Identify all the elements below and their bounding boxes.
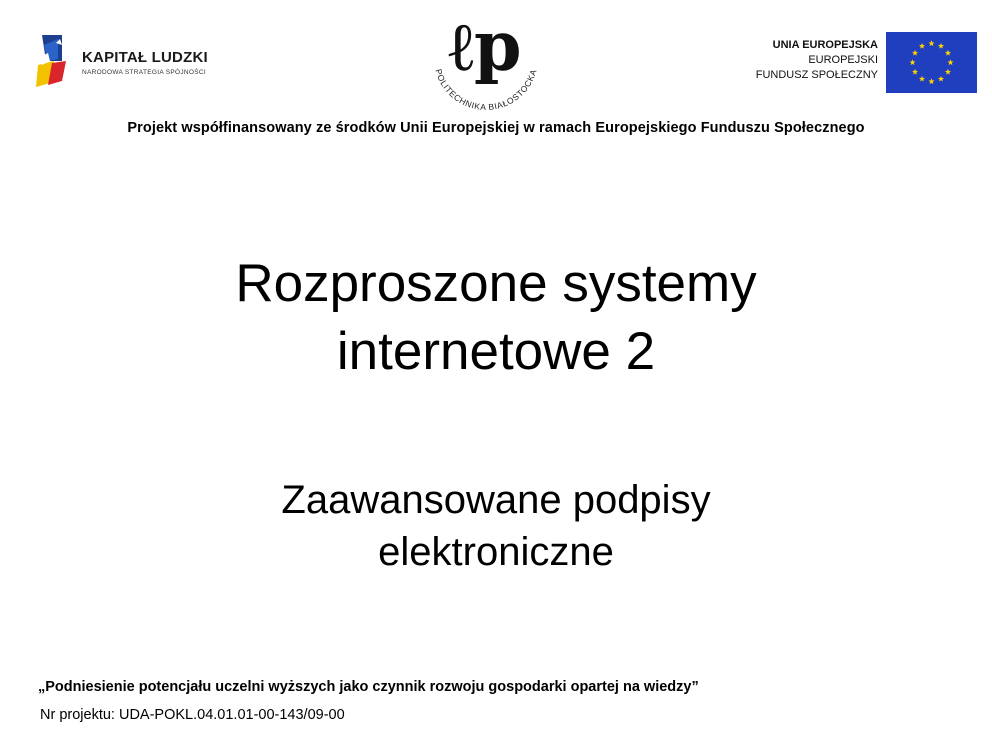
eu-label [700, 38, 878, 83]
kapital-ludzki-title: KAPITAŁ LUDZKI [82, 49, 208, 66]
kapital-ludzki-subtitle: NARODOWA STRATEGIA SPÓJNOŚCI [82, 69, 206, 76]
footer-quote: „Podniesienie potencjału uczelni wyższych jako czynnik rozwoju gospodarki opartej na wiedzy” [38, 679, 699, 695]
eu-line2: EUROPEJSKI [808, 54, 878, 66]
cofunding-note: Projekt współfinansowany ze środków Unii Europejskiej w ramach Europejskiego Funduszu Społecznego [127, 120, 865, 136]
eu-flag-icon [886, 32, 977, 93]
kapital-ludzki-icon [36, 31, 76, 91]
university-emblem [420, 18, 550, 118]
subtitle-line-1: Zaawansowane podpisy [281, 478, 711, 522]
title-line-2: internetowe 2 [336, 322, 656, 381]
kapital-ludzki-logo [36, 31, 236, 91]
page-subtitle [146, 474, 846, 578]
page-title [96, 250, 896, 386]
title-line-1: Rozproszone systemy [235, 254, 757, 313]
university-logo [420, 18, 550, 118]
subtitle-line-2: elektroniczne [378, 530, 614, 574]
eu-line3: FUNDUSZ SPOŁECZNY [755, 69, 878, 81]
university-monogram: ℓp [448, 18, 522, 87]
university-ring-label: POLITECHNIKA BIAŁOSTOCKA [433, 67, 539, 113]
project-number: Nr projektu: UDA-POKL.04.01.01-00-143/09-00 [40, 707, 345, 723]
eu-line1: UNIA EUROPEJSKA [772, 39, 878, 51]
